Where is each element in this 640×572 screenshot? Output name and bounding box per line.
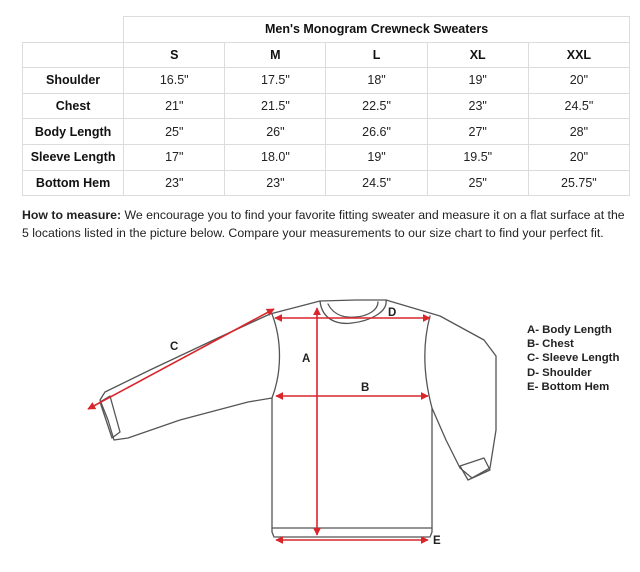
measurement-legend (527, 323, 619, 394)
sweater-collar (320, 300, 386, 323)
size-chart-table (22, 16, 630, 196)
marker-e: E (433, 535, 441, 547)
table-cell: 17" (124, 144, 225, 170)
table-cell: 27" (427, 119, 528, 145)
legend-item-bottom-hem: E- Bottom Hem (527, 380, 610, 393)
how-to-measure-body: We encourage you to find your favorite fitting sweater and measure it on a flat surface at the 5 locations listed in the picture below. Compare your measurements to our size chart to find your perfect fit. (22, 208, 625, 240)
how-to-measure-text (22, 206, 634, 242)
table-corner-cell (23, 17, 124, 43)
table-header-empty (23, 42, 124, 68)
marker-b: B (361, 382, 370, 394)
armhole-seam-right (425, 316, 432, 408)
table-title: Men's Monogram Crewneck Sweaters (124, 17, 630, 43)
row-label-body-length: Body Length (23, 119, 124, 145)
table-cell: 19" (326, 144, 427, 170)
legend-item-sleeve-length: C- Sleeve Length (527, 352, 620, 365)
table-header-row (23, 42, 630, 68)
table-cell: 28" (528, 119, 629, 145)
how-to-measure-lead: How to measure: (22, 208, 122, 222)
table-row (23, 144, 630, 170)
sweater-outline (100, 300, 496, 537)
arrow-c-sleeve-length (88, 309, 274, 409)
table-cell: 21.5" (225, 93, 326, 119)
legend-item-shoulder: D- Shoulder (527, 366, 592, 379)
table-cell: 24.5" (326, 170, 427, 196)
marker-d: D (388, 307, 397, 319)
table-cell: 19" (427, 68, 528, 94)
measurement-arrows (88, 308, 430, 540)
sweater-collar-inner (328, 302, 378, 317)
table-cell: 21" (124, 93, 225, 119)
row-label-bottom-hem: Bottom Hem (23, 170, 124, 196)
table-cell: 16.5" (124, 68, 225, 94)
table-cell: 25" (124, 119, 225, 145)
table-row (23, 170, 630, 196)
table-row (23, 93, 630, 119)
table-cell: 20" (528, 68, 629, 94)
table-title-row (23, 17, 630, 43)
sweater-body-outline (100, 300, 496, 537)
table-cell: 19.5" (427, 144, 528, 170)
armhole-seam-left (272, 314, 280, 398)
size-header-l: L (326, 42, 427, 68)
table-row (23, 68, 630, 94)
row-label-chest: Chest (23, 93, 124, 119)
marker-c: C (170, 341, 179, 353)
row-label-shoulder: Shoulder (23, 68, 124, 94)
table-cell: 26.6" (326, 119, 427, 145)
size-header-m: M (225, 42, 326, 68)
table-row (23, 119, 630, 145)
table-cell: 20" (528, 144, 629, 170)
table-cell: 23" (124, 170, 225, 196)
row-label-sleeve-length: Sleeve Length (23, 144, 124, 170)
cuff-right (460, 458, 490, 480)
table-cell: 25.75" (528, 170, 629, 196)
table-cell: 22.5" (326, 93, 427, 119)
cuff-left (100, 396, 120, 438)
legend-item-chest: B- Chest (527, 338, 574, 351)
size-header-xxl: XXL (528, 42, 629, 68)
table-cell: 18" (326, 68, 427, 94)
table-cell: 25" (427, 170, 528, 196)
table-cell: 26" (225, 119, 326, 145)
table-cell: 23" (225, 170, 326, 196)
marker-a: A (302, 353, 311, 365)
table-cell: 24.5" (528, 93, 629, 119)
table-cell: 18.0" (225, 144, 326, 170)
size-header-xl: XL (427, 42, 528, 68)
table-cell: 17.5" (225, 68, 326, 94)
legend-item-body-length: A- Body Length (527, 324, 612, 336)
size-header-s: S (124, 42, 225, 68)
table-cell: 23" (427, 93, 528, 119)
